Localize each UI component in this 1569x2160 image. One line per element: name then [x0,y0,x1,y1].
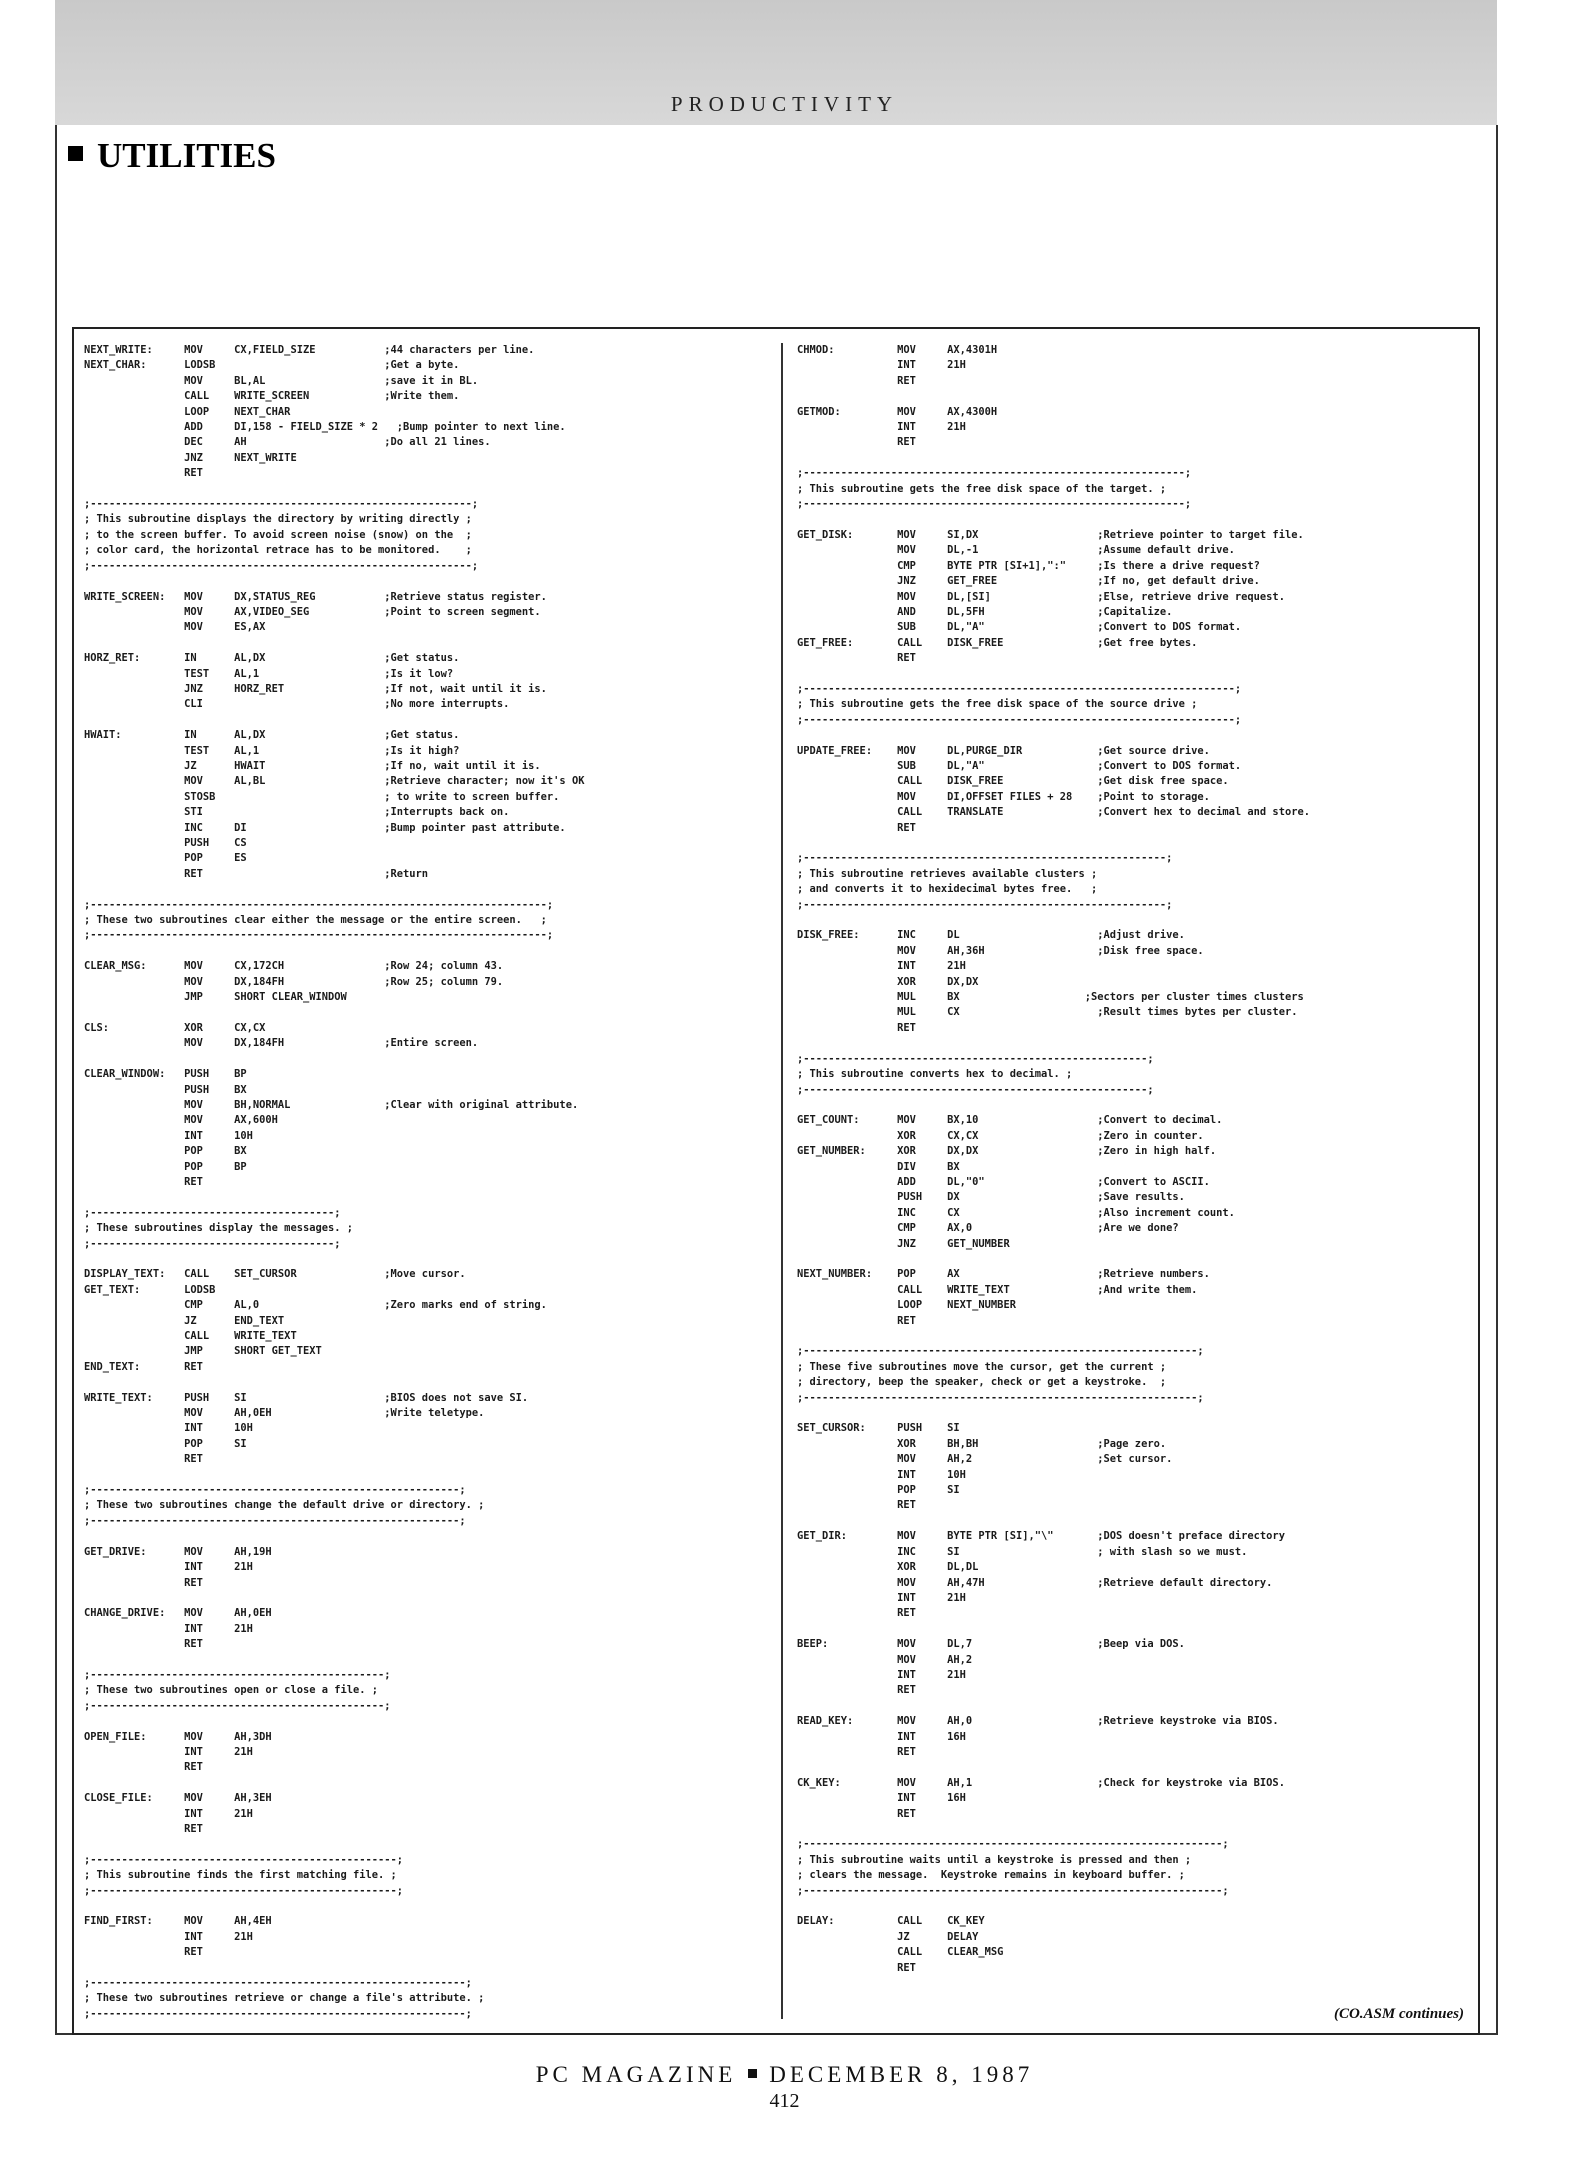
footer-magazine: PC MAGAZINE [535,2062,737,2087]
page-number: 412 [769,2090,800,2112]
section-title-text: UTILITIES [97,136,276,175]
code-listing-box [72,327,1480,2035]
code-listing-left-column: NEXT_WRITE: MOV CX,FIELD_SIZE ;44 characters per line. NEXT_CHAR: LODSB ;Get a byte. MOV BL,AL ;save it in BL. CALL WRITE_SCREEN ;Write them. LOOP NEXT_CHAR ADD DI,158 - FIELD_SIZE * 2 ;Bump pointer to next line. DEC AH ;Do all 21 lines. JNZ NEXT_WRITE RET ;-------------------------------------------------------------; ; This subroutine displays the directory by writing directly ; ; to the screen buffer. To avoid screen noise (snow) on the ; ; color card, the horizontal retrace has to be monitored. ; ;-------------------------------------------------------------; WRITE_SCREEN: MOV DX,STATUS_REG ;Retrieve status register. MOV AX,VIDEO_SEG ;Point to screen segment. MOV ES,AX HORZ_RET: IN AL,DX ;Get status. TEST AL,1 ;Is it low? JNZ HORZ_RET ;If not, wait until it is. CLI ;No more interrupts. HWAIT: IN AL,DX ;Get status. TEST AL,1 ;Is it high? JZ HWAIT ;If no, wait until it is. MOV AL,BL ;Retrieve character; now it's OK STOSB ; to write to screen buffer. STI ;Interrupts back on. INC DI ;Bump pointer past attribute. PUSH CS POP ES RET ;Return ;-------------------------------------------------------------------------; ; These two subroutines clear either the message or the entire screen. ; ;-------------------------------------------------------------------------; CLEAR_MSG: MOV CX,172CH ;Row 24; column 43. MOV DX,184FH ;Row 25; column 79. JMP SHORT CLEAR_WINDOW CLS: XOR CX,CX MOV DX,184FH ;Entire screen. CLEAR_WINDOW: PUSH BP PUSH BX MOV BH,NORMAL ;Clear with original attribute. MOV AX,600H INT 10H POP BX POP BP RET ;---------------------------------------; ; These subroutines display the messages. ; ;---------------------------------------; DISPLAY_TEXT: CALL SET_CURSOR ;Move cursor. GET_TEXT: LODSB CMP AL,0 ;Zero marks end of string. JZ END_TEXT CALL WRITE_TEXT JMP SHORT GET_TEXT END_TEXT: RET WRITE_TEXT: PUSH SI ;BIOS does not save SI. MOV AH,0EH ;Write teletype. INT 10H POP SI RET ;-----------------------------------------------------------; ; These two subroutines change the default drive or directory. ; ;-----------------------------------------------------------; GET_DRIVE: MOV AH,19H INT 21H RET CHANGE_DRIVE: MOV AH,0EH INT 21H RET ;-----------------------------------------------; ; These two subroutines open or close a file. ; ;-----------------------------------------------; OPEN_FILE: MOV AH,3DH INT 21H RET CLOSE_FILE: MOV AH,3EH INT 21H RET ;-------------------------------------------------; ; This subroutine finds the first matching file. ; ;-------------------------------------------------; FIND_FIRST: MOV AH,4EH INT 21H RET ;------------------------------------------------------------; ; These two subroutines retrieve or change a file's attribute. ; ;------------------------------------------------------------; [84,344,585,2020]
page-frame-left [55,125,57,2035]
listing-continues-note: (CO.ASM continues) [1333,2006,1464,2022]
code-listing-right-column: CHMOD: MOV AX,4301H INT 21H RET GETMOD: MOV AX,4300H INT 21H RET ;-------------------------------------------------------------; ; This subroutine gets the free disk space of the target. ; ;-------------------------------------------------------------; GET_DISK: MOV SI,DX ;Retrieve pointer to target file. MOV DL,-1 ;Assume default drive. CMP BYTE PTR [SI+1],":" ;Is there a drive request? JNZ GET_FREE ;If no, get default drive. MOV DL,[SI] ;Else, retrieve drive request. AND DL,5FH ;Capitalize. SUB DL,"A" ;Convert to DOS format. GET_FREE: CALL DISK_FREE ;Get free bytes. RET ;---------------------------------------------------------------------; ; This subroutine gets the free disk space of the source drive ; ;---------------------------------------------------------------------; UPDATE_FREE: MOV DL,PURGE_DIR ;Get source drive. SUB DL,"A" ;Convert to DOS format. CALL DISK_FREE ;Get disk free space. MOV DI,OFFSET FILES + 28 ;Point to storage. CALL TRANSLATE ;Convert hex to decimal and store. RET ;----------------------------------------------------------; ; This subroutine retrieves available clusters ; ; and converts it to hexidecimal bytes free. ; ;----------------------------------------------------------; DISK_FREE: INC DL ;Adjust drive. MOV AH,36H ;Disk free space. INT 21H XOR DX,DX MUL BX ;Sectors per cluster times clusters MUL CX ;Result times bytes per cluster. RET ;-------------------------------------------------------; ; This subroutine converts hex to decimal. ; ;-------------------------------------------------------; GET_COUNT: MOV BX,10 ;Convert to decimal. XOR CX,CX ;Zero in counter. GET_NUMBER: XOR DX,DX ;Zero in high half. DIV BX ADD DL,"0" ;Convert to ASCII. PUSH DX ;Save results. INC CX ;Also increment count. CMP AX,0 ;Are we done? JNZ GET_NUMBER NEXT_NUMBER: POP AX ;Retrieve numbers. CALL WRITE_TEXT ;And write them. LOOP NEXT_NUMBER RET ;---------------------------------------------------------------; ; These five subroutines move the cursor, get the current ; ; directory, beep the speaker, check or get a keystroke. ; ;---------------------------------------------------------------; SET_CURSOR: PUSH SI XOR BH,BH ;Page zero. MOV AH,2 ;Set cursor. INT 10H POP SI RET GET_DIR: MOV BYTE PTR [SI],"\" ;DOS doesn't preface directory INC SI ; with slash so we must. XOR DL,DL MOV AH,47H ;Retrieve default directory. INT 21H RET BEEP: MOV DL,7 ;Beep via DOS. MOV AH,2 INT 21H RET READ_KEY: MOV AH,0 ;Retrieve keystroke via BIOS. INT 16H RET CK_KEY: MOV AH,1 ;Check for keystroke via BIOS. INT 16H RET ;-------------------------------------------------------------------; ; This subroutine waits until a keystroke is pressed and then ; ; clears the message. Keystroke remains in keyboard buffer. ; ;-------------------------------------------------------------------; DELAY: CALL CK_KEY JZ DELAY CALL CLEAR_MSG RET [797,344,1310,1974]
section-title [68,136,276,176]
footer-separator-icon [748,2069,757,2078]
bullet-square-icon [68,146,83,161]
page-footer [0,2062,1569,2088]
page-frame-right [1496,125,1498,2035]
footer-date: DECEMBER 8, 1987 [769,2062,1034,2087]
section-label: PRODUCTIVITY [670,92,899,116]
column-divider [781,343,783,2019]
